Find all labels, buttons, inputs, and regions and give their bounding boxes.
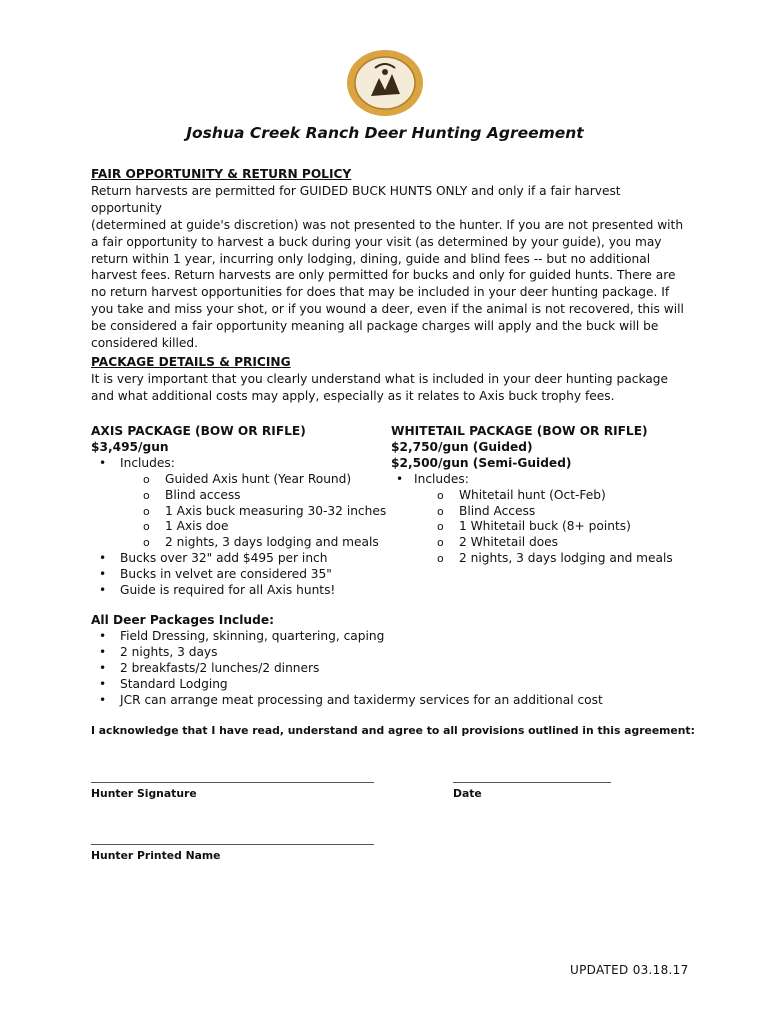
fair-policy-line: no return harvest opportunities for does that may be included in your deer hunting package. If (91, 285, 670, 300)
all-packages-item: • Field Dressing, skinning, quartering, caping (91, 629, 711, 645)
fair-opportunity-heading: FAIR OPPORTUNITY & RETURN POLICY (91, 167, 352, 181)
whitetail-include-item: o 2 nights, 3 days lodging and meals (391, 551, 721, 567)
axis-include-item: o 1 Axis buck measuring 30-32 inches (91, 504, 391, 520)
axis-note: • Bucks over 32" add $495 per inch (91, 551, 391, 567)
acknowledgement-text: I acknowledge that I have read, understand and agree to all provisions outlined in this agreement: (91, 724, 695, 737)
date-line[interactable] (453, 782, 611, 783)
whitetail-include-item: o 2 Whitetail does (391, 535, 721, 551)
whitetail-price-semi-guided: $2,500/gun (Semi-Guided) (391, 455, 572, 470)
fair-policy-line: you take and miss your shot, or if you wound a deer, even if the animal is not recovered, this will (91, 302, 684, 317)
hunter-printed-name-label: Hunter Printed Name (91, 849, 221, 862)
axis-package-price: $3,495/gun (91, 439, 169, 454)
fair-policy-line: a fair opportunity to harvest a buck during your visit (as determined by your guide), you may (91, 234, 662, 249)
whitetail-package-title: WHITETAIL PACKAGE (BOW OR RIFLE) (391, 424, 648, 438)
all-packages-item: • 2 nights, 3 days (91, 645, 711, 661)
ranch-logo (345, 48, 425, 118)
axis-includes-label: • Includes: (91, 456, 391, 472)
whitetail-include-item: o 1 Whitetail buck (8+ points) (391, 519, 721, 535)
whitetail-include-item: o Blind Access (391, 504, 721, 520)
date-label: Date (453, 787, 482, 800)
whitetail-includes-label: • Includes: (391, 472, 721, 488)
axis-include-item: o 1 Axis doe (91, 519, 391, 535)
axis-package-title: AXIS PACKAGE (BOW OR RIFLE) (91, 424, 306, 438)
all-packages-title: All Deer Packages Include: (91, 613, 274, 627)
hunter-signature-line[interactable] (91, 782, 374, 783)
axis-include-item: o 2 nights, 3 days lodging and meals (91, 535, 391, 551)
all-packages-item: • Standard Lodging (91, 677, 711, 693)
all-packages-section (91, 613, 711, 708)
page-title: Joshua Creek Ranch Deer Hunting Agreement (186, 124, 584, 142)
hunter-signature-label: Hunter Signature (91, 787, 197, 800)
axis-note: • Bucks in velvet are considered 35" (91, 567, 391, 583)
fair-opportunity-section (91, 166, 691, 352)
updated-date: UPDATED 03.18.17 (570, 963, 689, 977)
fair-policy-line: be considered a fair opportunity meaning all package charges will apply and the buck will be (91, 319, 659, 334)
whitetail-include-item: o Whitetail hunt (Oct-Feb) (391, 488, 721, 504)
axis-include-item: o Guided Axis hunt (Year Round) (91, 472, 391, 488)
fair-policy-line: Return harvests are permitted for GUIDED BUCK HUNTS ONLY and only if a fair harvest opportunity (91, 183, 621, 215)
package-details-line: and what additional costs may apply, especially as it relates to Axis buck trophy fees. (91, 388, 615, 403)
axis-note: • Guide is required for all Axis hunts! (91, 583, 391, 599)
all-packages-item: • 2 breakfasts/2 lunches/2 dinners (91, 661, 711, 677)
fair-policy-line: considered killed. (91, 336, 199, 351)
hunter-printed-name-line[interactable] (91, 844, 374, 845)
fair-policy-line: (determined at guide's discretion) was not presented to the hunter. If you are not presented with (91, 217, 684, 232)
whitetail-package (391, 424, 721, 567)
axis-include-item: o Blind access (91, 488, 391, 504)
axis-package (91, 424, 391, 599)
package-details-heading: PACKAGE DETAILS & PRICING (91, 355, 291, 369)
fair-policy-line: return within 1 year, incurring only lodging, dining, guide and blind fees -- but no additional (91, 251, 651, 266)
whitetail-price-guided: $2,750/gun (Guided) (391, 439, 533, 454)
all-packages-item: • JCR can arrange meat processing and taxidermy services for an additional cost (91, 693, 711, 709)
package-details-section (91, 354, 691, 405)
fair-policy-line: harvest fees. Return harvests are only permitted for bucks and only for guided hunts. There are (91, 268, 676, 283)
package-details-line: It is very important that you clearly understand what is included in your deer hunting package (91, 371, 668, 386)
